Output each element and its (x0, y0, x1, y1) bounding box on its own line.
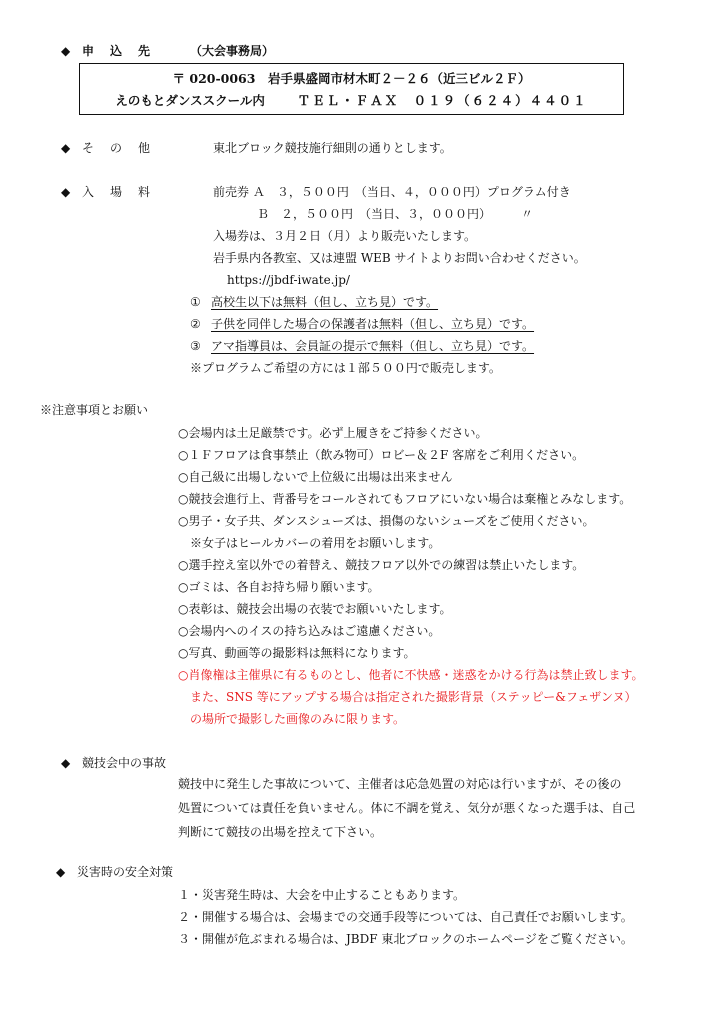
free-admission-note: 子供を同伴した場合の保護者は無料（但し、立ち見）です。 (211, 317, 535, 331)
free-admission-note: 高校生以下は無料（但し、立ち見）です。 (211, 295, 439, 309)
bullet-diamond-icon: ◆ (56, 865, 66, 879)
application-heading: 申 込 先 (82, 44, 153, 58)
caution-item: ○写真、動画等の撮影料は無料になります。 (178, 646, 416, 660)
tel-fax: ＴＥＬ・ＦＡＸ ０１９（６２４）４４０１ (297, 93, 588, 108)
disaster-item: １・災害発生時は、大会を中止することもあります。 (178, 888, 466, 902)
admission-price-b: Ｂ ２，５００円 （当日、３，０００円） 〃 (257, 207, 534, 221)
note-number: ② (190, 317, 201, 331)
other-text: 東北ブロック競技施行細則の通りとします。 (213, 141, 452, 155)
school-name: えのもとダンススクール内 (115, 93, 265, 108)
portrait-rights-notice: ○肖像権は主催県に有るものとし、他者に不快感・迷惑をかける行為は禁止致します。 (178, 668, 644, 682)
caution-item: ○会場内へのイスの持ち込みはご遠慮ください。 (178, 624, 441, 638)
admission-label: 入 場 料 (82, 185, 153, 199)
other-label: そ の 他 (82, 141, 153, 155)
caution-item: ○１Ｆフロアは食事禁止（飲み物可）ロビー＆２F 客席をご利用ください。 (178, 448, 585, 462)
caution-item: ○選手控え室以外での着替え、競技フロア以外での練習は禁止いたします。 (178, 558, 585, 572)
address-box (79, 63, 624, 115)
application-heading-note: （大会事務局） (190, 44, 275, 58)
disaster-item: ３・開催が危ぶまれる場合は、JBDF 東北ブロックのホームページをご覧ください。 (178, 932, 633, 946)
accident-text: 競技中に発生した事故について、主催者は応急処置の対応は行いますが、その後の (178, 777, 622, 791)
admission-price-a: 前売券 Ａ ３，５００円 （当日、４，０００円）プログラム付き (213, 185, 571, 199)
address-line: 〒 020-0063 岩手県盛岡市材木町２－２６（近三ビル２Ｆ） (172, 71, 531, 86)
bullet-diamond-icon: ◆ (61, 756, 71, 770)
admission-inquiry: 岩手県内各教室、又は連盟 WEB サイトよりお問い合わせください。 (213, 251, 586, 265)
admission-sale-date: 入場券は、３月２日（月）より販売いたします。 (213, 229, 477, 243)
bullet-diamond-icon: ◆ (61, 44, 71, 58)
caution-item: ○ゴミは、各自お持ち帰り願います。 (178, 580, 380, 594)
caution-item: ○競技会進行上、背番号をコールされてもフロアにいない場合は棄権とみなします。 (178, 492, 632, 506)
bullet-diamond-icon: ◆ (61, 141, 71, 155)
caution-item: ○会場内は土足厳禁です。必ず上履きをご持参ください。 (178, 426, 488, 440)
program-note: ※プログラムご希望の方には１部５００円で販売します。 (190, 361, 501, 375)
caution-item: ※女子はヒールカバーの着用をお願いします。 (190, 536, 441, 550)
portrait-rights-notice: の場所で撮影した画像のみに限ります。 (190, 712, 406, 726)
accident-text: 判断にて競技の出場を控えて下さい。 (178, 825, 383, 839)
note-number: ① (190, 295, 201, 309)
accident-text: 処置については責任を負いません。体に不調を覚え、気分が悪くなった選手は、自己 (178, 801, 636, 815)
note-number: ③ (190, 339, 201, 353)
cautions-heading: ※注意事項とお願い (40, 403, 149, 417)
contact-line (80, 93, 623, 109)
accident-heading: 競技会中の事故 (82, 756, 167, 770)
caution-item: ○男子・女子共、ダンスシューズは、損傷のないシューズをご使用ください。 (178, 514, 595, 528)
caution-item: ○表彰は、競技会出場の衣装でお願いいたします。 (178, 602, 452, 616)
portrait-rights-notice: また、SNS 等にアップする場合は指定された撮影背景（ステッピー&フェザンヌ） (190, 690, 637, 704)
disaster-heading: 災害時の安全対策 (77, 865, 174, 879)
website-url: https://jbdf-iwate.jp/ (227, 273, 350, 287)
bullet-diamond-icon: ◆ (61, 185, 71, 199)
caution-item: ○自己級に出場しないで上位級に出場は出来ません (178, 470, 453, 484)
disaster-item: ２・開催する場合は、会場までの交通手段等については、自己責任でお願いします。 (178, 910, 633, 924)
free-admission-note: アマ指導員は、会員証の提示で無料（但し、立ち見）です。 (211, 339, 535, 353)
